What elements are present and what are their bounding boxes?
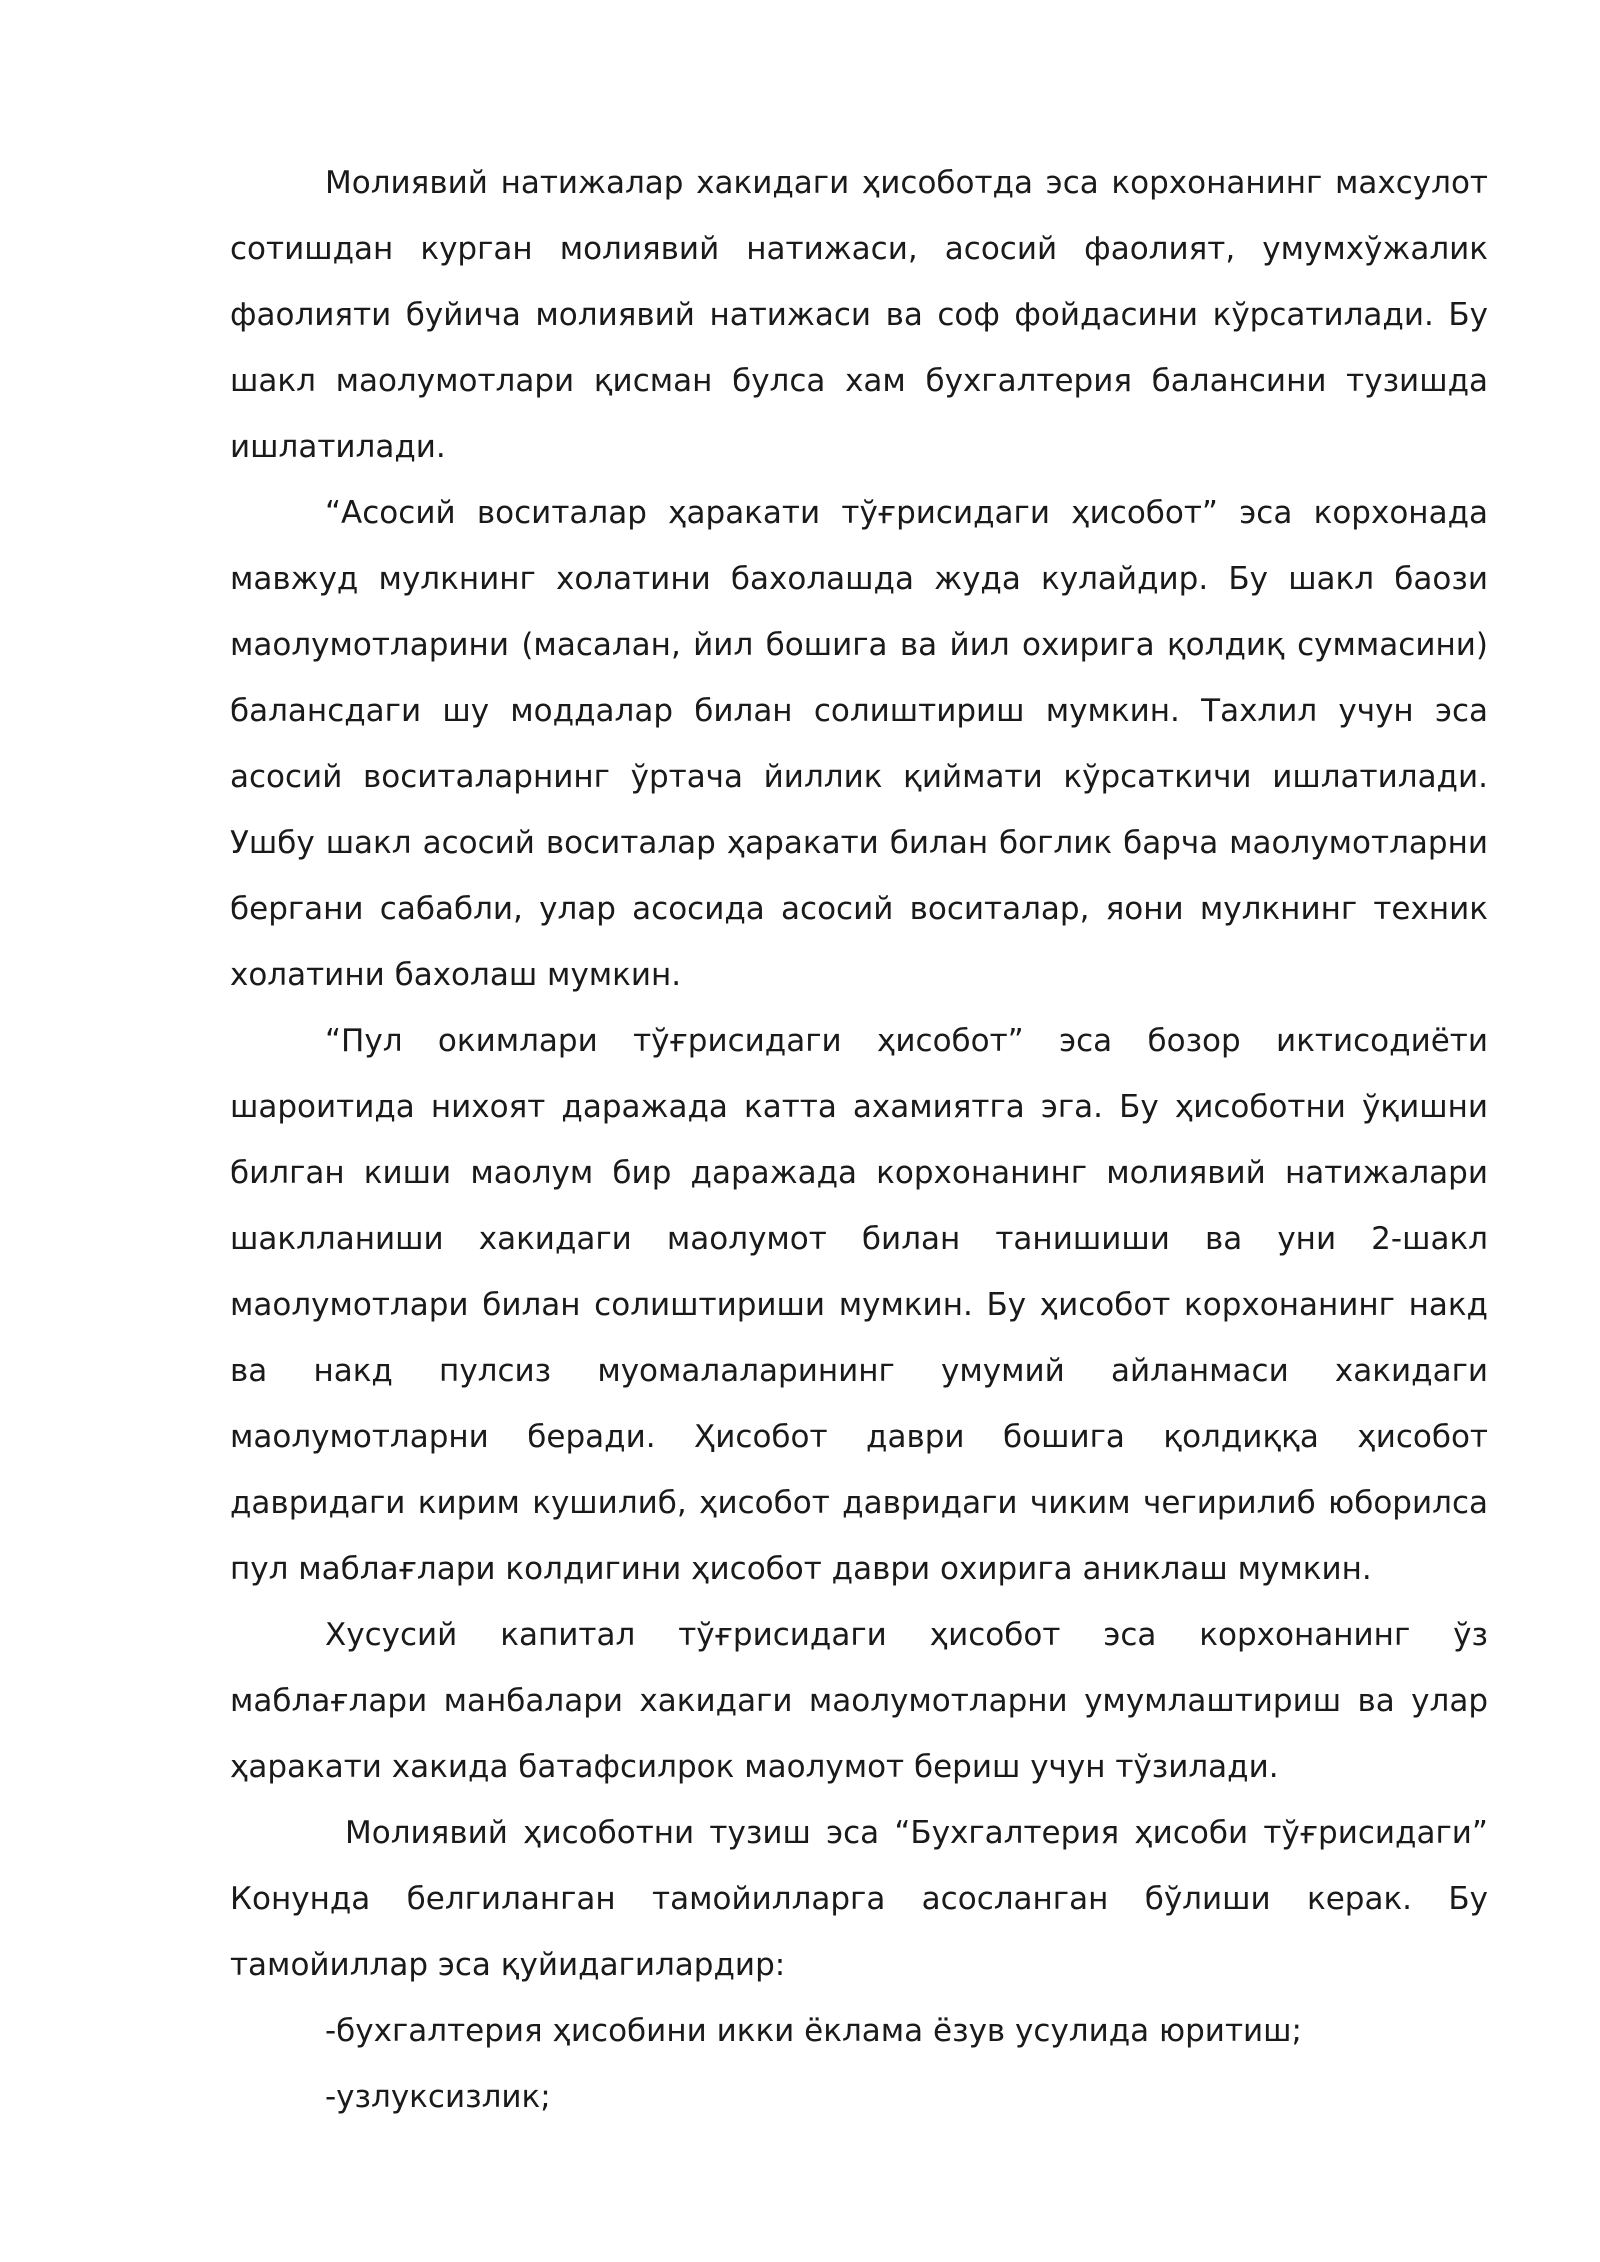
list-item-continuity: -узлуксизлик; (325, 2079, 551, 2115)
paragraph-fixed-assets: “Асосий воситалар ҳаракати тўғрисидаги ҳисобот” эса корхонада мавжуд мулкнинг холатини бахолашда жуда кулайдир. Бу шакл баози маолумотларини (масалан, йил бошига ва йил охирига қолдиқ суммасини) балансдаги шу моддалар билан солиштириш мумкин. Тахлил учун эса асосий воситаларнинг ўртача йиллик қиймати кўрсаткичи ишлатилади. Ушбу шакл асосий воситалар ҳаракати билан боглик барча маолумотларни бергани сабабли, улар асосида асосий воситалар, яони мулкнинг техник холатини бахолаш мумкин. (230, 495, 1488, 993)
paragraph-financial-results: Молиявий натижалар хакидаги ҳисоботда эса корхонанинг махсулот сотишдан курган молиявий натижаси, асосий фаолият, умумхўжалик фаолияти буйича молиявий натижаси ва соф фойдасини кўрсатилади. Бу шакл маолумотлари қисман булса хам бухгалтерия балансини тузишда ишлатилади. (230, 165, 1488, 465)
paragraph-cash-flows: “Пул окимлари тўғрисидаги ҳисобот” эса бозор иктисодиёти шароитида нихоят даражада катта ахамиятга эга. Бу ҳисоботни ўқишни билган киши маолум бир даражада корхонанинг молиявий натижалари шаклланиши хакидаги маолумот билан танишиши ва уни 2-шакл маолумотлари билан солиштириши мумкин. Бу ҳисобот корхонанинг накд ва накд пулсиз муомалаларининг умумий айланмаси хакидаги маолумотларни беради. Ҳисобот даври бошига қолдиққа ҳисобот давридаги кирим кушилиб, ҳисобот давридаги чиким чегирилиб юборилса пул маблағлари колдигини ҳисобот даври охирига аниклаш мумкин. (230, 1023, 1488, 1587)
paragraph-principles: Молиявий ҳисоботни тузиш эса “Бухгалтерия ҳисоби тўғрисидаги” Конунда белгиланган тамойилларга асосланган бўлиши керак. Бу тамойиллар эса қуйидагилардир: (230, 1815, 1488, 1983)
document-page (230, 150, 1488, 2130)
paragraph-equity: Хусусий капитал тўғрисидаги ҳисобот эса корхонанинг ўз маблағлари манбалари хакидаги маолумотларни умумлаштириш ва улар ҳаракати хакида батафсилрок маолумот бериш учун тўзилади. (230, 1617, 1488, 1785)
list-item-double-entry: -бухгалтерия ҳисобини икки ёклама ёзув усулида юритиш; (325, 2013, 1302, 2049)
